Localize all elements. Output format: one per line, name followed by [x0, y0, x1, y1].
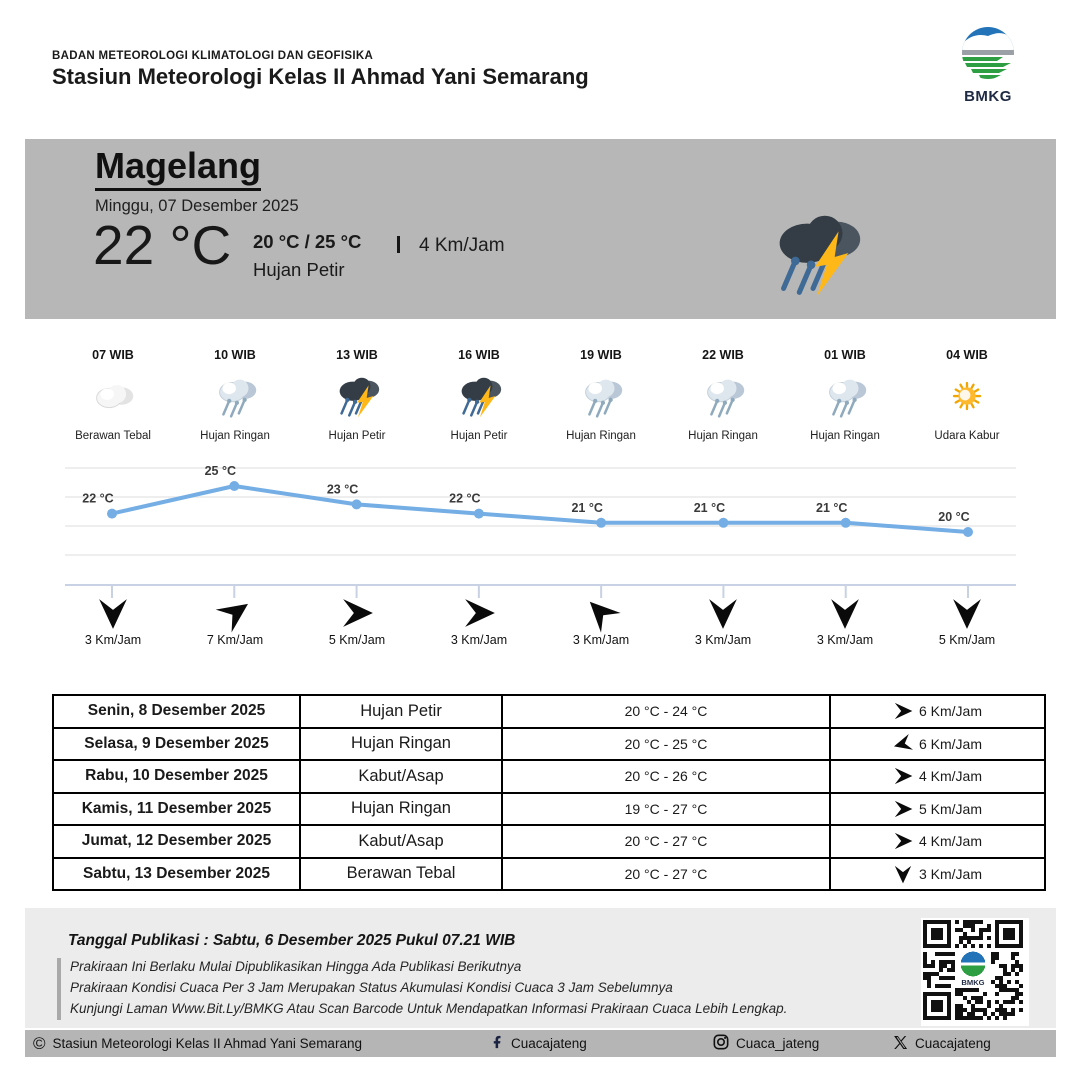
copyright-text: Stasiun Meteorologi Kelas II Ahmad Yani Semarang [52, 1036, 362, 1051]
haze-icon [906, 370, 1028, 424]
wind-speed-label: 4 Km/Jam [918, 833, 982, 850]
hour-item [296, 348, 418, 442]
wind-arrow-icon [706, 596, 740, 630]
temp-range-cell: 20 °C - 27 °C [502, 858, 830, 891]
wind-arrow-icon [893, 734, 913, 754]
publication-notes [70, 956, 787, 1019]
bmkg-logo-icon [959, 69, 1017, 86]
chart-point-label: 23 °C [326, 482, 359, 497]
wind-item [784, 596, 906, 647]
daily-forecast-table [52, 694, 1046, 891]
hour-time: 16 WIB [458, 348, 500, 362]
hour-time: 19 WIB [580, 348, 622, 362]
wind-speed-label: 6 Km/Jam [918, 735, 982, 752]
wind-item [662, 596, 784, 647]
wind-cell [830, 793, 1045, 826]
chart-point [229, 481, 239, 491]
instagram-row [713, 1030, 819, 1057]
temp-range-cell: 20 °C - 27 °C [502, 825, 830, 858]
temp-range-cell: 19 °C - 27 °C [502, 793, 830, 826]
wind-speed-label: 5 Km/Jam [328, 633, 386, 647]
condition-cell: Hujan Ringan [300, 728, 502, 761]
chart-point-label: 22 °C [82, 491, 114, 506]
date-cell: Sabtu, 13 Desember 2025 [53, 858, 300, 891]
temp-range: 20 °C / 25 °C [253, 231, 362, 252]
wind-arrow-icon [893, 799, 913, 819]
instagram-handle: Cuaca_jateng [736, 1036, 820, 1051]
chart-point-label: 20 °C [938, 510, 970, 524]
condition-cell: Kabut/Asap [300, 760, 502, 793]
chart-point [352, 499, 362, 509]
hour-time: 07 WIB [92, 348, 134, 362]
wind-speed-label: 7 Km/Jam [206, 633, 264, 647]
wind-arrow-icon [893, 864, 913, 884]
current-weather-banner [25, 139, 1056, 319]
table-row [53, 793, 1045, 826]
temp-range-cell: 20 °C - 24 °C [502, 695, 830, 728]
current-temperature: 22 °C [93, 214, 232, 276]
hour-item [52, 348, 174, 442]
cloud-icon [52, 370, 174, 424]
table-row [53, 760, 1045, 793]
hourly-forecast-strip [52, 348, 1028, 442]
table-row [53, 858, 1045, 891]
condition-cell: Berawan Tebal [300, 858, 502, 891]
bmkg-logo [948, 24, 1028, 105]
table-row [53, 695, 1045, 728]
publication-box [25, 908, 1056, 1028]
current-condition: Hujan Petir [253, 259, 345, 280]
copyright-row [33, 1030, 362, 1057]
agency-title: BADAN METEOROLOGI KLIMATOLOGI DAN GEOFISIKA [52, 50, 374, 62]
wind-arrow-icon [893, 701, 913, 721]
chart-point [841, 518, 851, 528]
current-wind-speed: 4 Km/Jam [419, 235, 505, 256]
chart-point [107, 509, 117, 519]
publication-note: Kunjungi Laman Www.Bit.Ly/BMKG Atau Scan Barcode Untuk Mendapatkan Informasi Prakiraan Cuaca Lebih Lengkap. [70, 1001, 788, 1016]
wind-speed-label: 6 Km/Jam [918, 703, 982, 720]
hour-condition-label: Udara Kabur [934, 430, 1000, 442]
wind-speed-label: 3 Km/Jam [450, 633, 508, 647]
wind-speed-label: 5 Km/Jam [918, 800, 982, 817]
rain-icon [784, 370, 906, 424]
bmkg-logo-label: BMKG [964, 88, 1012, 105]
wind-item [174, 596, 296, 647]
date-cell: Kamis, 11 Desember 2025 [53, 793, 300, 826]
wind-arrow-icon [340, 596, 374, 630]
wind-arrow-icon [218, 596, 252, 630]
rain-icon [174, 370, 296, 424]
wind-speed-label: 5 Km/Jam [938, 633, 996, 647]
hour-item [174, 348, 296, 442]
hour-condition-label: Hujan Ringan [566, 430, 636, 442]
hour-condition-label: Hujan Ringan [810, 430, 880, 442]
storm-icon [760, 203, 870, 307]
condition-cell: Hujan Petir [300, 695, 502, 728]
condition-cell: Hujan Ringan [300, 793, 502, 826]
hour-condition-label: Hujan Ringan [688, 430, 758, 442]
wind-arrow-icon [96, 596, 130, 630]
wind-speed-label: 3 Km/Jam [816, 633, 874, 647]
wind-cell [830, 825, 1045, 858]
hour-time: 01 WIB [824, 348, 866, 362]
wind-speed-label: 3 Km/Jam [572, 633, 630, 647]
chart-point-label: 21 °C [693, 500, 726, 515]
temp-range-cell: 20 °C - 25 °C [502, 728, 830, 761]
hour-time: 04 WIB [946, 348, 988, 362]
rain-icon [662, 370, 784, 424]
wind-arrow-icon [893, 831, 913, 851]
wind-arrow-icon [828, 596, 862, 630]
instagram-icon [713, 1034, 729, 1053]
publication-date: Tanggal Publikasi : Sabtu, 6 Desember 2025 Pukul 07.21 WIB [68, 932, 516, 949]
hour-time: 13 WIB [336, 348, 378, 362]
wind-item [52, 596, 174, 647]
wind-cell [830, 760, 1045, 793]
wind-cell [830, 858, 1045, 891]
wind-cell [830, 695, 1045, 728]
temp-range-cell: 20 °C - 26 °C [502, 760, 830, 793]
hour-condition-label: Hujan Ringan [200, 430, 270, 442]
wind-forecast-strip [52, 596, 1028, 647]
x-icon [893, 1035, 908, 1053]
facebook-row [490, 1030, 587, 1057]
station-title: Stasiun Meteorologi Kelas II Ahmad Yani Semarang [52, 64, 589, 89]
wind-speed-label: 4 Km/Jam [918, 768, 982, 785]
qr-code [921, 918, 1029, 1026]
wind-speed-label: 3 Km/Jam [694, 633, 752, 647]
chart-point [718, 518, 728, 528]
table-row [53, 728, 1045, 761]
wind-arrow-icon [462, 596, 496, 630]
hour-time: 22 WIB [702, 348, 744, 362]
wind-item [418, 596, 540, 647]
city-name: Magelang [95, 145, 261, 191]
current-summary [253, 231, 361, 281]
storm-icon [418, 370, 540, 424]
date-cell: Rabu, 10 Desember 2025 [53, 760, 300, 793]
svg-text:BMKG: BMKG [961, 978, 985, 988]
copyright-icon: © [33, 1034, 46, 1053]
chart-point-label: 22 °C [449, 491, 481, 506]
hour-condition-label: Hujan Petir [450, 430, 508, 442]
chart-point [474, 509, 484, 519]
wind-item [540, 596, 662, 647]
table-row [53, 825, 1045, 858]
date-cell: Senin, 8 Desember 2025 [53, 695, 300, 728]
condition-cell: Kabut/Asap [300, 825, 502, 858]
wind-arrow-icon [893, 766, 913, 786]
note-accent-bar [57, 958, 61, 1020]
facebook-icon [490, 1035, 504, 1052]
hour-condition-label: Berawan Tebal [75, 430, 151, 442]
date-cell: Selasa, 9 Desember 2025 [53, 728, 300, 761]
storm-icon [296, 370, 418, 424]
wind-item [296, 596, 418, 647]
publication-note: Prakiraan Kondisi Cuaca Per 3 Jam Merupakan Status Akumulasi Kondisi Cuaca 3 Jam Sebelumnya [70, 980, 673, 995]
forecast-date: Minggu, 07 Desember 2025 [95, 197, 299, 215]
chart-point-label: 21 °C [816, 500, 848, 515]
hour-item [540, 348, 662, 442]
hour-item [906, 348, 1028, 442]
publication-note: Prakiraan Ini Berlaku Mulai Dipublikasikan Hingga Ada Publikasi Berikutnya [70, 959, 522, 974]
wind-arrow-icon [584, 596, 618, 630]
facebook-handle: Cuacajateng [511, 1036, 587, 1051]
wind-arrow-icon [950, 596, 984, 630]
rain-icon [540, 370, 662, 424]
chart-point-label: 25 °C [204, 464, 236, 478]
wind-speed-label: 3 Km/Jam [918, 865, 982, 882]
wind-item [906, 596, 1028, 647]
wind-cell [830, 728, 1045, 761]
wind-speed-label: 3 Km/Jam [84, 633, 142, 647]
bottom-bar [25, 1030, 1056, 1057]
hour-item [418, 348, 540, 442]
temperature-line-chart [0, 450, 1080, 605]
hour-item [662, 348, 784, 442]
hour-condition-label: Hujan Petir [328, 430, 386, 442]
chart-point [963, 527, 973, 537]
chart-point-label: 21 °C [571, 500, 603, 515]
chart-point [596, 518, 606, 528]
wind-direction-icon [397, 236, 400, 253]
hour-item [784, 348, 906, 442]
x-row [893, 1030, 991, 1057]
hour-time: 10 WIB [214, 348, 256, 362]
date-cell: Jumat, 12 Desember 2025 [53, 825, 300, 858]
x-handle: Cuacajateng [915, 1036, 991, 1051]
